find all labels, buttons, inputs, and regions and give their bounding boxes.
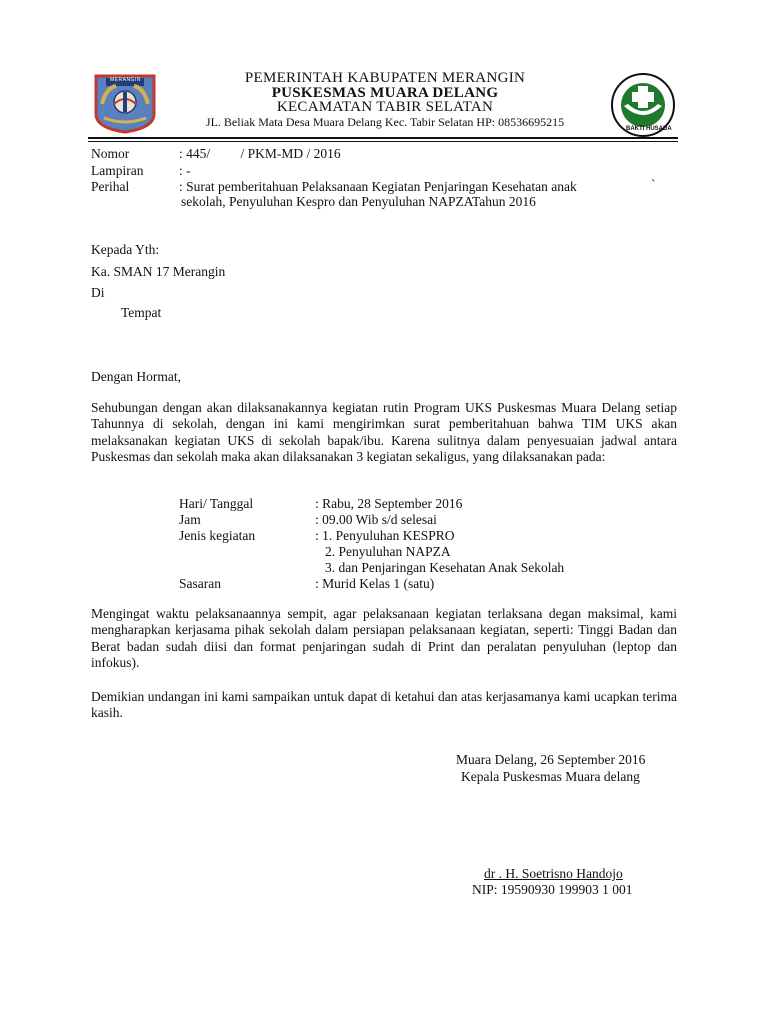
letterhead-government-line: PEMERINTAH KABUPATEN MERANGIN xyxy=(244,70,526,86)
letterhead-divider-thin xyxy=(88,141,678,142)
recipient-line-di: Di xyxy=(91,285,105,300)
detail-sasaran-label: Sasaran xyxy=(179,576,221,591)
detail-jenis-value-2: 2. Penyuluhan NAPZA xyxy=(325,544,451,559)
letterhead-puskesmas-line: PUSKESMAS MUARA DELANG xyxy=(271,85,499,101)
bakti-husada-logo xyxy=(608,72,678,138)
signature-title: Kepala Puskesmas Muara delang xyxy=(461,769,640,784)
greeting: Dengan Hormat, xyxy=(91,369,181,384)
detail-jenis-label: Jenis kegiatan xyxy=(179,528,256,543)
stray-mark: ` xyxy=(651,177,656,192)
detail-jam-label: Jam xyxy=(179,512,201,527)
letterhead-address-line: JL. Beliak Mata Desa Muara Delang Kec. Tabir Selatan HP: 08536695215 xyxy=(205,115,565,129)
recipient-line-kepada: Kepada Yth: xyxy=(91,242,160,257)
lampiran-value: : - xyxy=(179,163,191,178)
perihal-label: Perihal xyxy=(91,179,130,194)
logo-caption: MERANGIN xyxy=(110,77,141,83)
detail-hari-label: Hari/ Tanggal xyxy=(179,496,254,511)
detail-jenis-value-3: 3. dan Penjaringan Kesehatan Anak Sekolah xyxy=(325,560,565,575)
paragraph-intro: Sehubungan dengan akan dilaksanakannya kegiatan rutin Program UKS Puskesmas Muara Delang setiap Tahunnya di sekolah, dengan ini kami mengirimkan surat pemberitahuan bahwa TIM UKS akan melaksanakan kegiatan UKS di sekolah bapak/ibu. Karena sulitnya dalam penyesuaian jadwal antara Puskesmas dan sekolah maka akan dilaksanakan 3 kegiatan sekaligus, yang dilaksanakan pada: xyxy=(91,400,677,465)
merangin-regency-logo xyxy=(92,74,158,134)
signature-place-date: Muara Delang, 26 September 2016 xyxy=(456,752,646,767)
detail-jam-value: : 09.00 Wib s/d selesai xyxy=(315,512,437,527)
letterhead-divider xyxy=(88,137,678,139)
detail-sasaran-value: : Murid Kelas 1 (satu) xyxy=(315,576,435,591)
logo-caption: BAKTI HUSADA xyxy=(626,126,672,132)
nomor-label: Nomor xyxy=(91,146,130,161)
paragraph-closing: Demikian undangan ini kami sampaikan untuk dapat di ketahui dan atas kerjasamanya kami ucapkan terima kasih. xyxy=(91,689,677,721)
nomor-value: : 445/ / PKM-MD / 2016 xyxy=(179,146,341,161)
lampiran-label: Lampiran xyxy=(91,163,144,178)
perihal-value-line1: : Surat pemberitahuan Pelaksanaan Kegiatan Penjaringan Kesehatan anak xyxy=(179,179,577,194)
recipient-line-tempat: Tempat xyxy=(121,305,162,320)
letterhead-district-line: KECAMATAN TABIR SELATAN xyxy=(276,99,494,115)
recipient-line-school: Ka. SMAN 17 Merangin xyxy=(91,264,226,279)
perihal-value-line2: sekolah, Penyuluhan Kespro dan Penyuluhan NAPZATahun 2016 xyxy=(181,194,536,209)
detail-hari-value: : Rabu, 28 September 2016 xyxy=(315,496,463,511)
signature-name: dr . H. Soetrisno Handojo xyxy=(484,866,623,881)
detail-jenis-value-1: : 1. Penyuluhan KESPRO xyxy=(315,528,455,543)
signature-nip: NIP: 19590930 199903 1 001 xyxy=(472,882,633,897)
paragraph-request: Mengingat waktu pelaksanaannya sempit, agar pelaksanaan kegiatan terlaksana degan maksimal, kami mengharapkan kerjasama pihak sekolah dalam persiapan pelaksanaan kegiatan, seperti: Tinggi Badan dan Berat badan sudah diisi dan format penjaringan sudah di Print dan peralatan penyuluhan (leptop dan infokus). xyxy=(91,606,677,671)
